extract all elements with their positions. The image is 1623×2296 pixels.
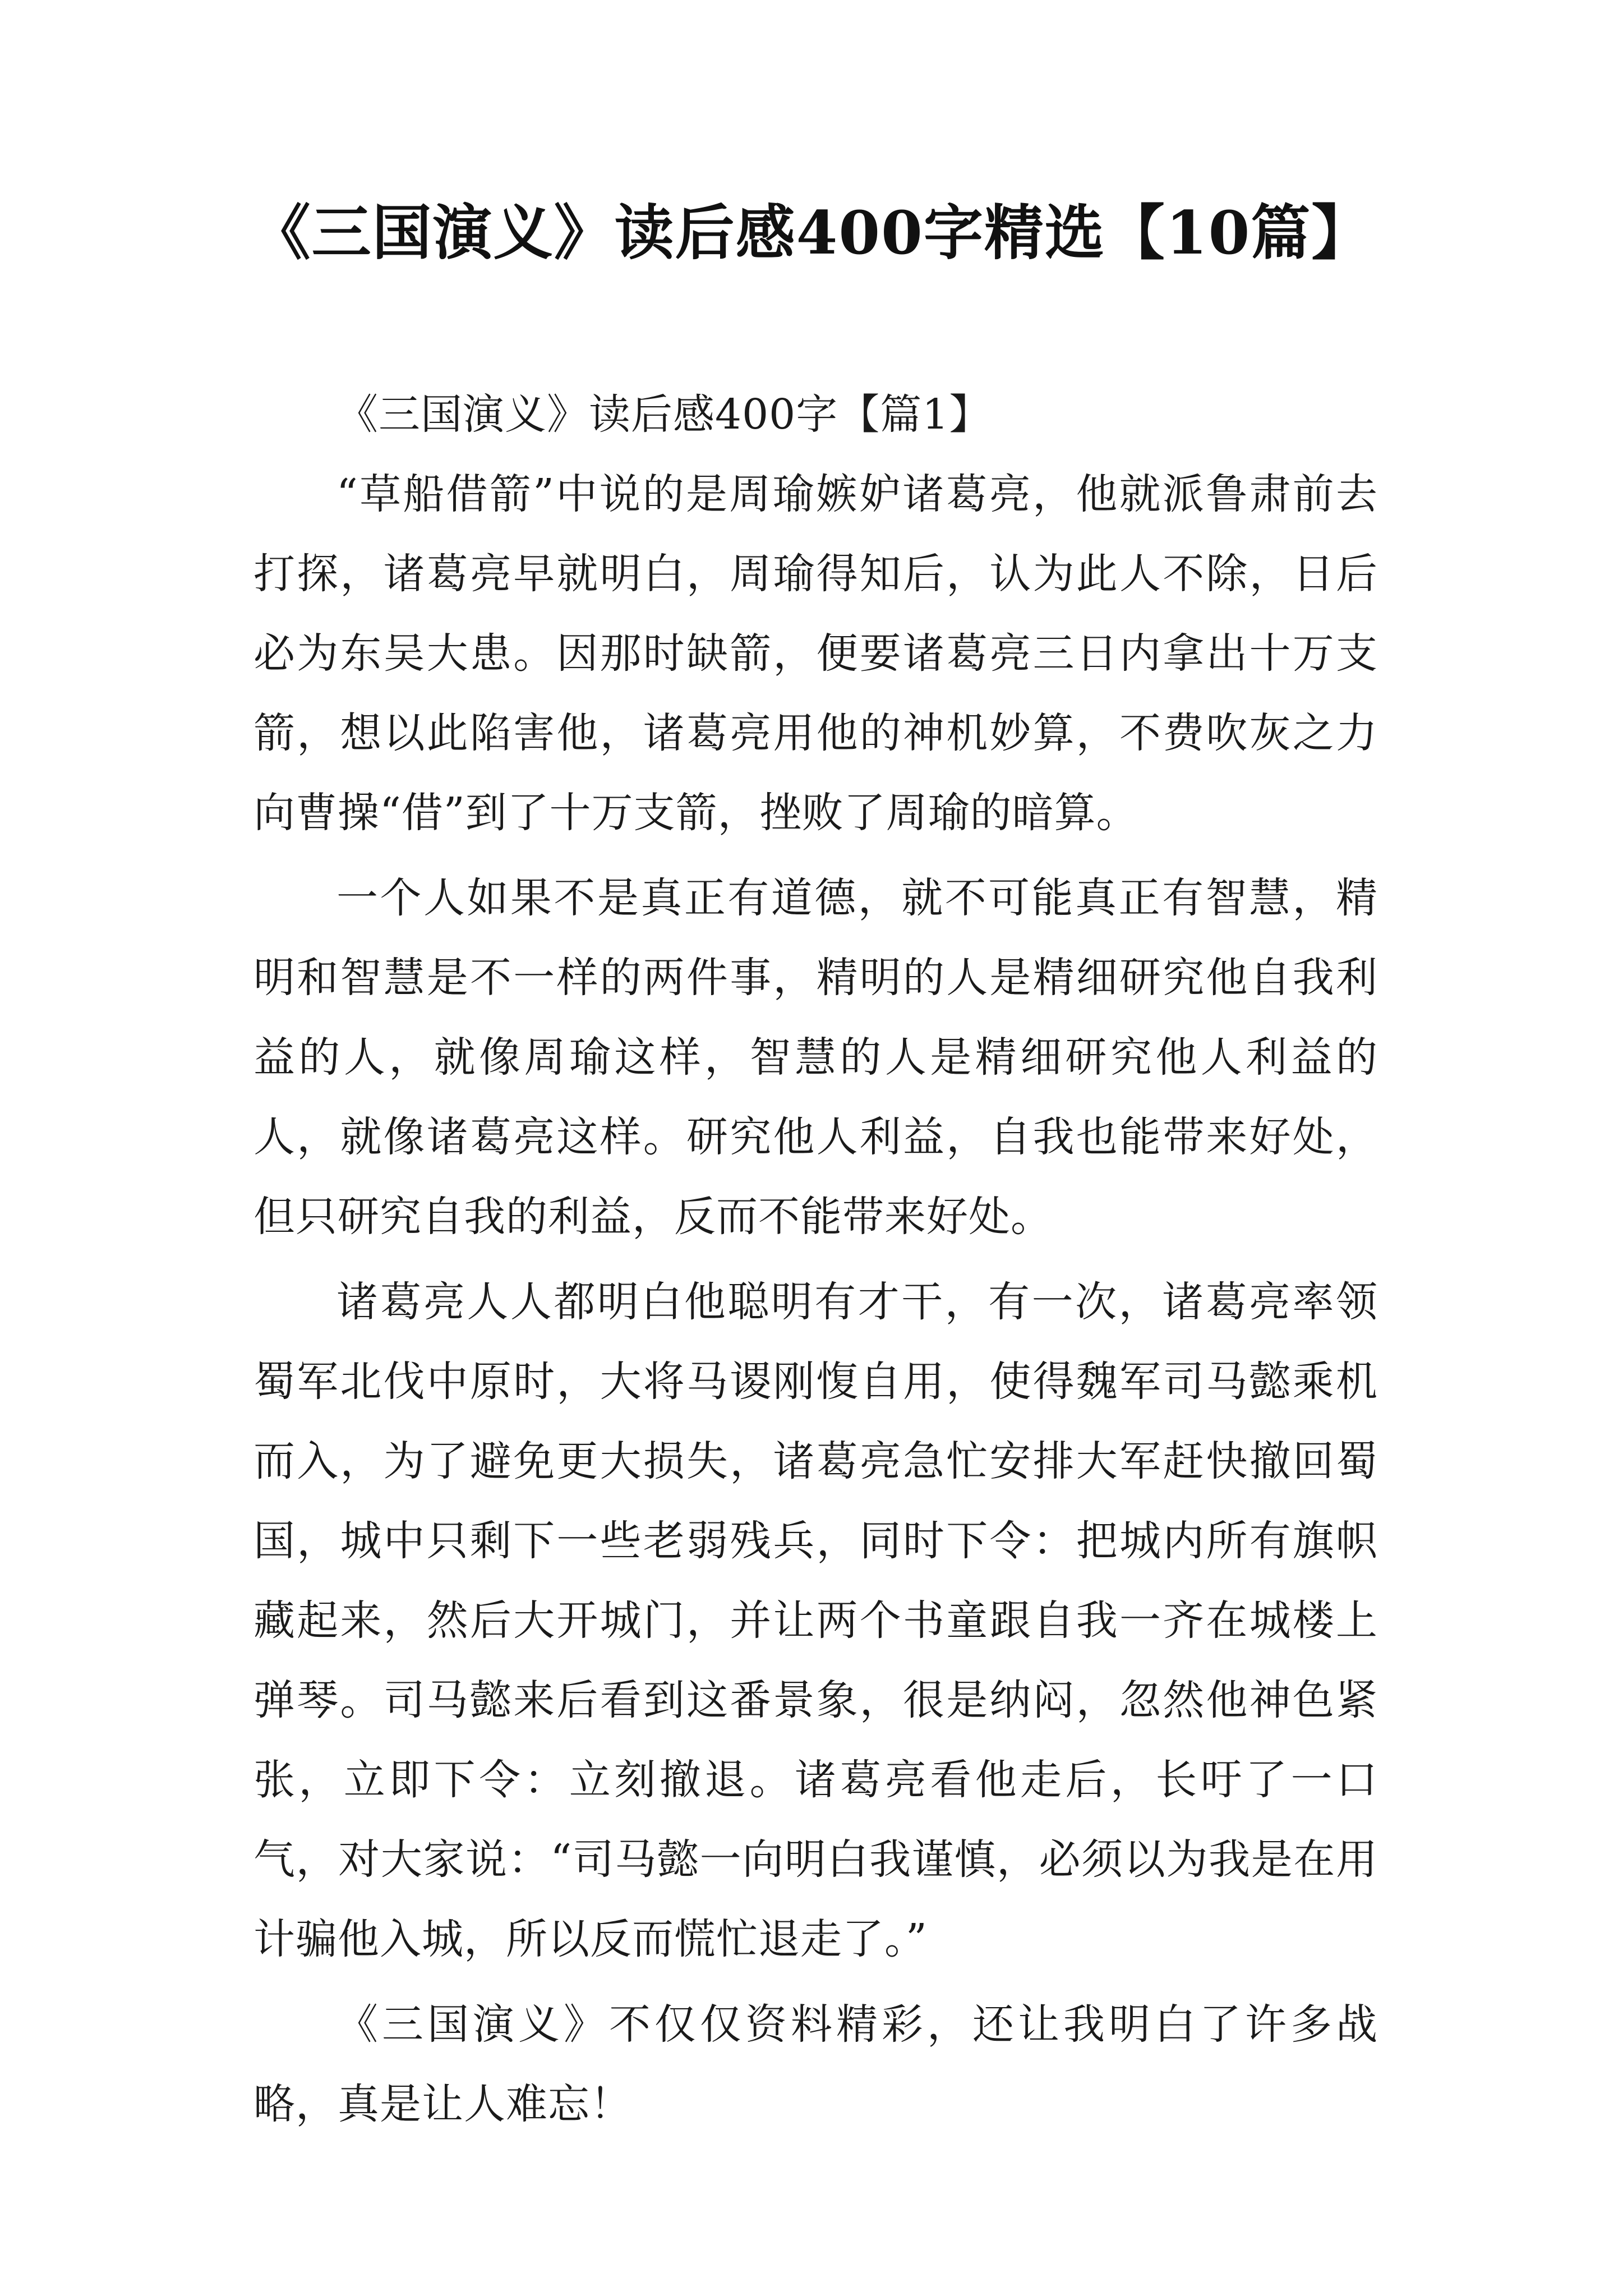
paragraph: 一个人如果不是真正有道德，就不可能真正有智慧，精明和智慧是不一样的两件事，精明的人是精细研究他自我利益的人，就像周瑜这样，智慧的人是精细研究他人利益的人，就像诸葛亮这样。研究他人利益，自我也能带来好处，但只研究自我的利益，反而不能带来好处。 [253,874,1378,1241]
section-heading: 《三国演义》读后感400字【篇1】 [336,390,992,439]
document-body [253,375,1378,2150]
paragraph: “草船借箭”中说的是周瑜嫉妒诸葛亮，他就派鲁肃前去打探，诸葛亮早就明白，周瑜得知后，认为此人不除，日后必为东吴大患。因那时缺箭，便要诸葛亮三日内拿出十万支箭，想以此陷害他，诸葛亮用他的神机妙算，不费吹灰之力向曹操“借”到了十万支箭，挫败了周瑜的暗算。 [253,470,1378,837]
paragraph: 《三国演义》不仅仅资料精彩，还让我明白了许多战略，真是让人难忘！ [253,2000,1378,2128]
paragraph: 诸葛亮人人都明白他聪明有才干，有一次，诸葛亮率领蜀军北伐中原时，大将马谡刚愎自用，使得魏军司马懿乘机而入，为了避免更大损失，诸葛亮急忙安排大军赶快撤回蜀国，城中只剩下一些老弱残兵，同时下令：把城内所有旗帜藏起来，然后大开城门，并让两个书童跟自我一齐在城楼上弹琴。司马懿来后看到这番景象，很是纳闷，忽然他神色紧张，立即下令：立刻撤退。诸葛亮看他走后，长吁了一口气，对大家说：“司马懿一向明白我谨慎，必须以为我是在用计骗他入城，所以反而慌忙退走了。” [253,1278,1378,1963]
document-title: 《三国演义》读后感400字精选【10篇】 [251,197,1372,268]
